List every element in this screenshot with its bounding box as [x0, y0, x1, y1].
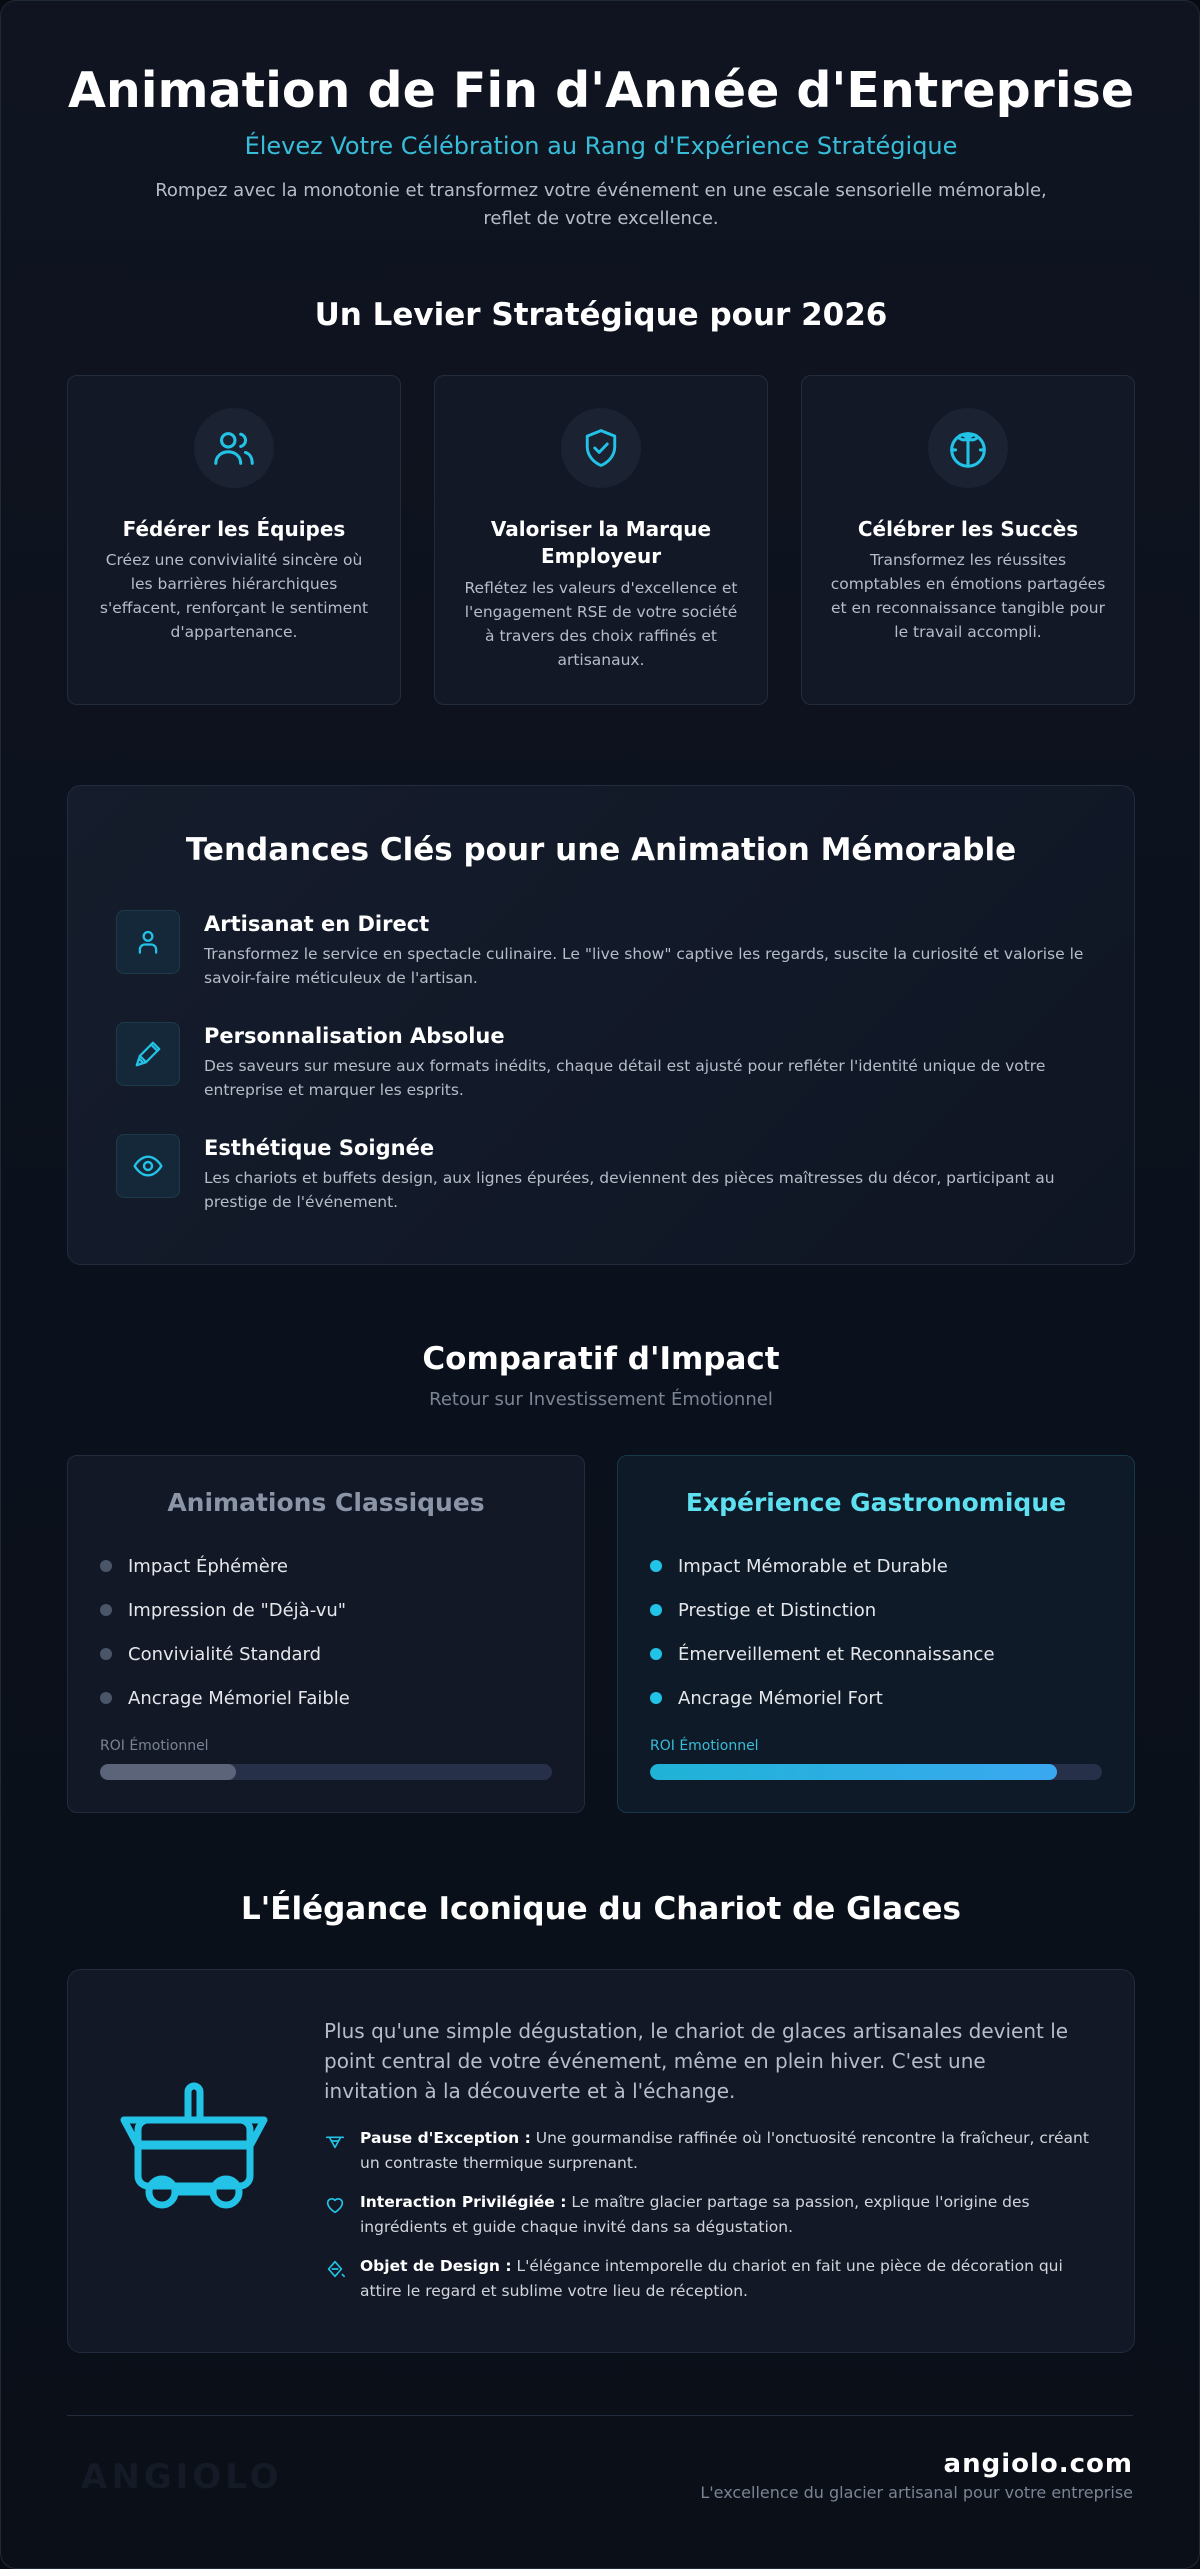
list-item-label: Impression de "Déjà-vu" [128, 1599, 347, 1621]
footer-tagline: L'excellence du glacier artisanal pour votre entreprise [700, 2483, 1133, 2502]
pillar-card-brand [434, 375, 768, 705]
bullet-dot [650, 1604, 662, 1616]
heart-icon [324, 2194, 348, 2218]
pillar-card-success [801, 375, 1135, 705]
comparison-list [650, 1544, 1110, 1720]
pillar-description: Créez une convivialité sincère où les barrières hiérarchiques s'effacent, renforçant le sentiment d'appartenance. [99, 551, 369, 641]
cart-section-title: L'Élégance Iconique du Chariot de Glaces [241, 1891, 961, 1927]
ice-cream-icon [324, 2130, 348, 2154]
comparison-subtitle: Retour sur Investissement Émotionnel [429, 1389, 773, 1410]
cart-feature-text: L'élégance intemporelle du chariot en fait une pièce de décoration qui attire le regard et sublime votre lieu de réception. [360, 2257, 1063, 2300]
list-item-label: Impact Mémorable et Durable [678, 1555, 948, 1577]
cart-feature-text: Le maître glacier partage sa passion, explique l'origine des ingrédients et guide chaque invité dans sa dégustation. [360, 2193, 1030, 2236]
roi-progress-fill [650, 1764, 1057, 1780]
cart-intro: Plus qu'une simple dégustation, le chariot de glaces artisanales devient le point central de votre événement, même en plein hiver. C'est une invitation à la découverte et à l'échange. [324, 2019, 1069, 2103]
comparison-card-title: Animations Classiques [167, 1488, 485, 1517]
bullet-dot [100, 1560, 112, 1572]
list-item [650, 1588, 1110, 1632]
trend-title: Artisanat en Direct [204, 912, 430, 936]
page-subtitle: Élevez Votre Célébration au Rang d'Expérience Stratégique [244, 132, 958, 160]
pillar-description: Transformez les réussites comptables en émotions partagées et en reconnaissance tangible pour le travail accompli. [830, 551, 1106, 641]
trend-title: Esthétique Soignée [204, 1136, 435, 1160]
comparison-card-title: Expérience Gastronomique [685, 1488, 1067, 1517]
comparison-title: Comparatif d'Impact [422, 1341, 780, 1377]
footer-divider [67, 2415, 1133, 2416]
chef-icon [116, 910, 180, 974]
list-item [100, 1544, 560, 1588]
roi-label: ROI Émotionnel [100, 1738, 209, 1754]
cart-feature-label: Interaction Privilégiée : [360, 2193, 567, 2211]
footer-logo: ANGIOLO [81, 2457, 283, 2497]
trends-panel [67, 785, 1135, 1265]
pen-tool-icon [116, 1022, 180, 1086]
trends-title: Tendances Clés pour une Animation Mémorable [185, 832, 1017, 868]
bullet-dot [650, 1692, 662, 1704]
bullet-dot [100, 1648, 112, 1660]
trend-description: Les chariots et buffets design, aux lignes épurées, deviennent des pièces maîtresses du décor, participant au prestige de l'événement. [204, 1169, 1055, 1211]
cart-feature-label: Objet de Design : [360, 2257, 512, 2275]
list-item-label: Ancrage Mémoriel Faible [128, 1687, 350, 1709]
roi-progress-bar [100, 1764, 552, 1780]
cart-feature-text: Une gourmandise raffinée où l'onctuosité rencontre la fraîcheur, créant un contraste thermique surprenant. [360, 2129, 1089, 2172]
cart-panel [67, 1969, 1135, 2353]
cart-feature [360, 2126, 1090, 2176]
comparison-card-classic [67, 1455, 585, 1813]
list-item [100, 1588, 560, 1632]
trend-description: Transformez le service en spectacle culinaire. Le "live show" captive les regards, suscite la curiosité et valorise le savoir-faire méticuleux de l'artisan. [204, 945, 1084, 987]
list-item-label: Impact Éphémère [128, 1555, 288, 1577]
shield-check-icon [561, 408, 641, 488]
pillar-title: Valoriser la Marque Employeur [490, 517, 712, 568]
trend-title: Personnalisation Absolue [204, 1024, 505, 1048]
list-item-label: Convivialité Standard [128, 1643, 322, 1665]
list-item-label: Ancrage Mémoriel Fort [678, 1687, 883, 1709]
roi-progress-fill [100, 1764, 236, 1780]
bullet-dot [100, 1604, 112, 1616]
comparison-card-gastronomic [617, 1455, 1135, 1813]
bullet-dot [650, 1560, 662, 1572]
footer-site-link[interactable]: angiolo.com [943, 2449, 1133, 2479]
list-item [100, 1676, 560, 1720]
list-item [100, 1632, 560, 1676]
cart-feature [360, 2254, 1090, 2304]
ice-cream-cart-icon [112, 2078, 276, 2226]
cart-feature [360, 2190, 1090, 2240]
comparison-list [100, 1544, 560, 1720]
list-item [650, 1632, 1110, 1676]
pillar-description: Reflétez les valeurs d'excellence et l'engagement RSE de votre société à travers des choix raffinés et artisanaux. [464, 579, 738, 669]
pillar-card-teams [67, 375, 401, 705]
list-item [650, 1676, 1110, 1720]
bullet-dot [650, 1648, 662, 1660]
gift-icon [928, 408, 1008, 488]
gem-icon [324, 2258, 348, 2282]
pillar-title: Fédérer les Équipes [122, 517, 346, 541]
users-icon [194, 408, 274, 488]
list-item-label: Prestige et Distinction [678, 1599, 877, 1621]
pillar-title: Célébrer les Succès [857, 517, 1079, 541]
eye-icon [116, 1134, 180, 1198]
page-title: Animation de Fin d'Année d'Entreprise [67, 62, 1135, 119]
roi-progress-bar [650, 1764, 1102, 1780]
list-item-label: Émerveillement et Reconnaissance [678, 1643, 995, 1665]
roi-label: ROI Émotionnel [650, 1738, 759, 1754]
intro-text: Rompez avec la monotonie et transformez votre événement en une escale sensorielle mémorable, reflet de votre excellence. [155, 180, 1047, 229]
strategy-title: Un Levier Stratégique pour 2026 [314, 297, 888, 333]
trend-description: Des saveurs sur mesure aux formats inédits, chaque détail est ajusté pour refléter l'identité unique de votre entreprise et marquer les esprits. [204, 1057, 1046, 1099]
bullet-dot [100, 1692, 112, 1704]
cart-feature-label: Pause d'Exception : [360, 2129, 531, 2147]
list-item [650, 1544, 1110, 1588]
